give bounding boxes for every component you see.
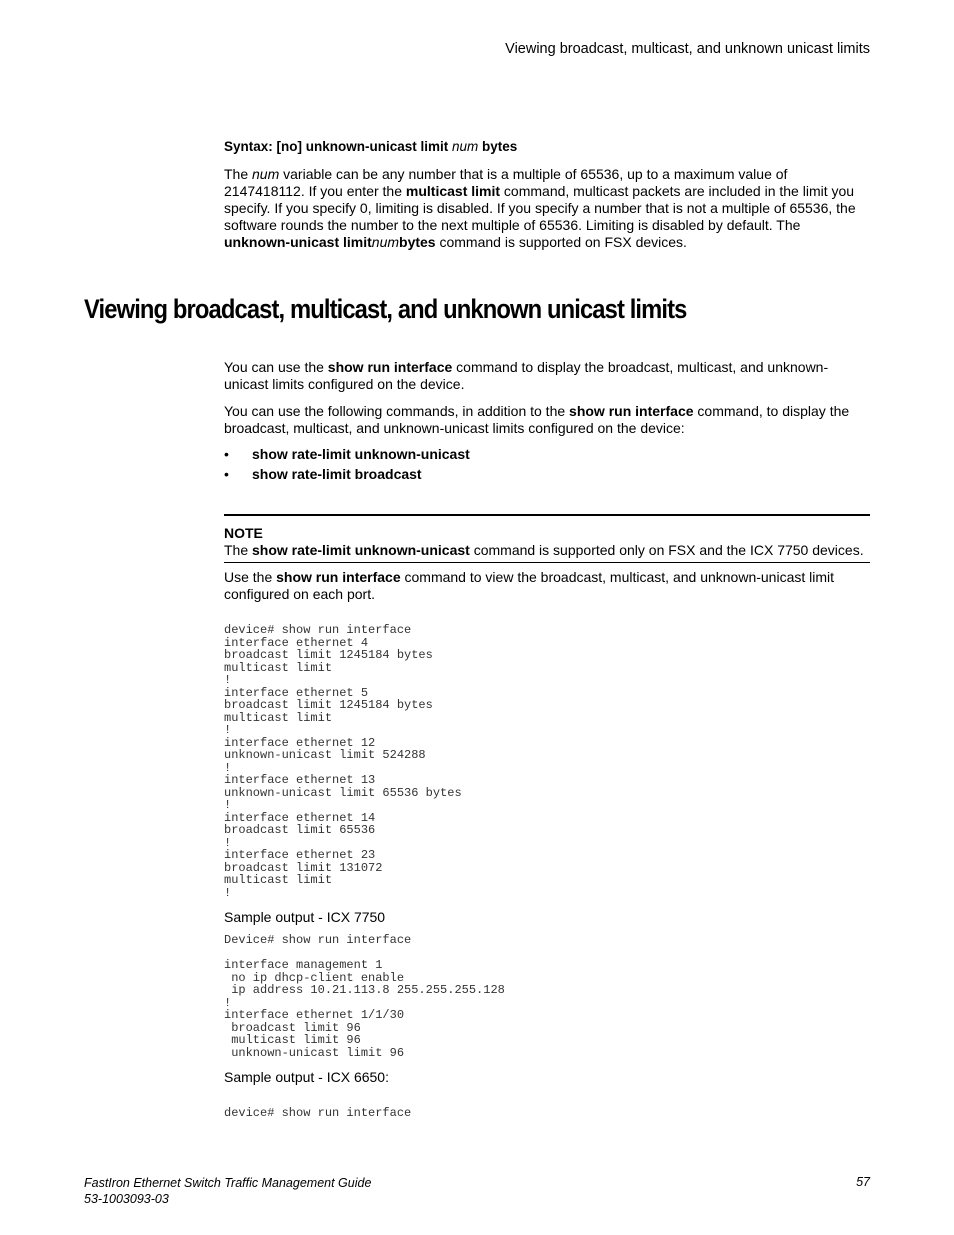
- page-number: 57: [856, 1175, 870, 1189]
- bullet-icon: •: [224, 446, 229, 462]
- text-run-bold: bytes: [399, 234, 436, 250]
- sample-output-label-icx7750: Sample output - ICX 7750: [224, 909, 386, 925]
- text-run: command, multicast packets are included in the limit you specify. If you specify 0, limiting is disabled. If you specify a number that is not a multiple of 65536, the software rounds the number to the next multiple of 65536. Limiting is disabled by default. The: [224, 183, 856, 233]
- text-run-italic: num: [252, 166, 280, 182]
- section-title: Viewing broadcast, multicast, and unknown unicast limits: [84, 294, 687, 324]
- syntax-line: [224, 139, 517, 154]
- syntax-variable: num: [452, 139, 479, 154]
- footer-guide-info: [84, 1175, 371, 1207]
- text-run: command, to display the broadcast, multicast, and unknown-unicast limits configured on the device:: [224, 403, 850, 436]
- text-run-italic: num: [371, 234, 400, 250]
- num-variable-paragraph: [224, 166, 864, 251]
- bullet-icon: •: [224, 466, 229, 482]
- text-run-bold: show run interface: [327, 359, 453, 375]
- text-run: variable can be any number that is a multiple of 65536, up to a maximum value of 2147418112. If you enter the: [224, 166, 788, 199]
- sample-output-label-icx6650: Sample output - ICX 6650:: [224, 1069, 389, 1085]
- text-run: You can use the following commands, in addition to the: [224, 403, 570, 419]
- text-run-bold: show run interface: [569, 403, 694, 419]
- text-run-bold: show run interface: [276, 569, 401, 585]
- usage-paragraph: [224, 569, 864, 603]
- note-text: [224, 542, 870, 559]
- code-block-icx7750: Device# show run interface interface management 1 no ip dhcp-client enable ip address 10.21.113.8 255.255.255.128 ! interface ethernet 1/1/30 broadcast limit 96 multicast limit 96 unknown-unicast limit 96: [224, 933, 505, 1060]
- syntax-suffix: bytes: [478, 139, 518, 154]
- list-item: [224, 466, 470, 486]
- text-run-bold: unknown-unicast limit: [224, 234, 372, 250]
- text-run: command to view the broadcast, multicast, and unknown-unicast limit configured on each port.: [224, 569, 835, 602]
- code-block-icx6650: device# show run interface: [224, 1106, 412, 1120]
- text-run: command is supported on FSX devices.: [435, 234, 687, 250]
- syntax-prefix: Syntax: [no] unknown-unicast limit: [224, 139, 453, 154]
- text-run: command to display the broadcast, multicast, and unknown-unicast limits configured on the device.: [224, 359, 829, 392]
- text-run-bold: show rate-limit unknown-unicast: [252, 542, 470, 558]
- list-item-label: show rate-limit unknown-unicast: [252, 446, 470, 462]
- text-run: You can use the: [224, 359, 328, 375]
- commands-paragraph: [224, 403, 864, 437]
- running-header: Viewing broadcast, multicast, and unknown unicast limits: [505, 41, 870, 57]
- text-run: command is supported only on FSX and the ICX 7750 devices.: [469, 542, 864, 558]
- text-run: Use the: [224, 569, 277, 585]
- note-box: [224, 514, 870, 563]
- note-title: NOTE: [224, 525, 263, 541]
- footer-guide-title: FastIron Ethernet Switch Traffic Management Guide: [84, 1176, 372, 1190]
- footer-doc-number: 53-1003093-03: [84, 1192, 169, 1206]
- command-list: [224, 446, 470, 486]
- text-run: The: [224, 542, 253, 558]
- list-item: [224, 446, 470, 466]
- text-run-bold: multicast limit: [405, 183, 501, 199]
- list-item-label: show rate-limit broadcast: [252, 466, 422, 482]
- intro-paragraph: [224, 359, 854, 393]
- code-block-show-run: device# show run interface interface ethernet 4 broadcast limit 1245184 bytes multicast limit ! interface ethernet 5 broadcast limit 1245184 bytes multicast limit ! interface ethernet 12 unknown-unicast limit 524288 ! interface ethernet 13 unknown-unicast limit 65536 bytes ! interface ethernet 14 broadcast limit 65536 ! interface ethernet 23 broadcast limit 131072 multicast limit !: [224, 623, 462, 900]
- text-run: The: [224, 166, 253, 182]
